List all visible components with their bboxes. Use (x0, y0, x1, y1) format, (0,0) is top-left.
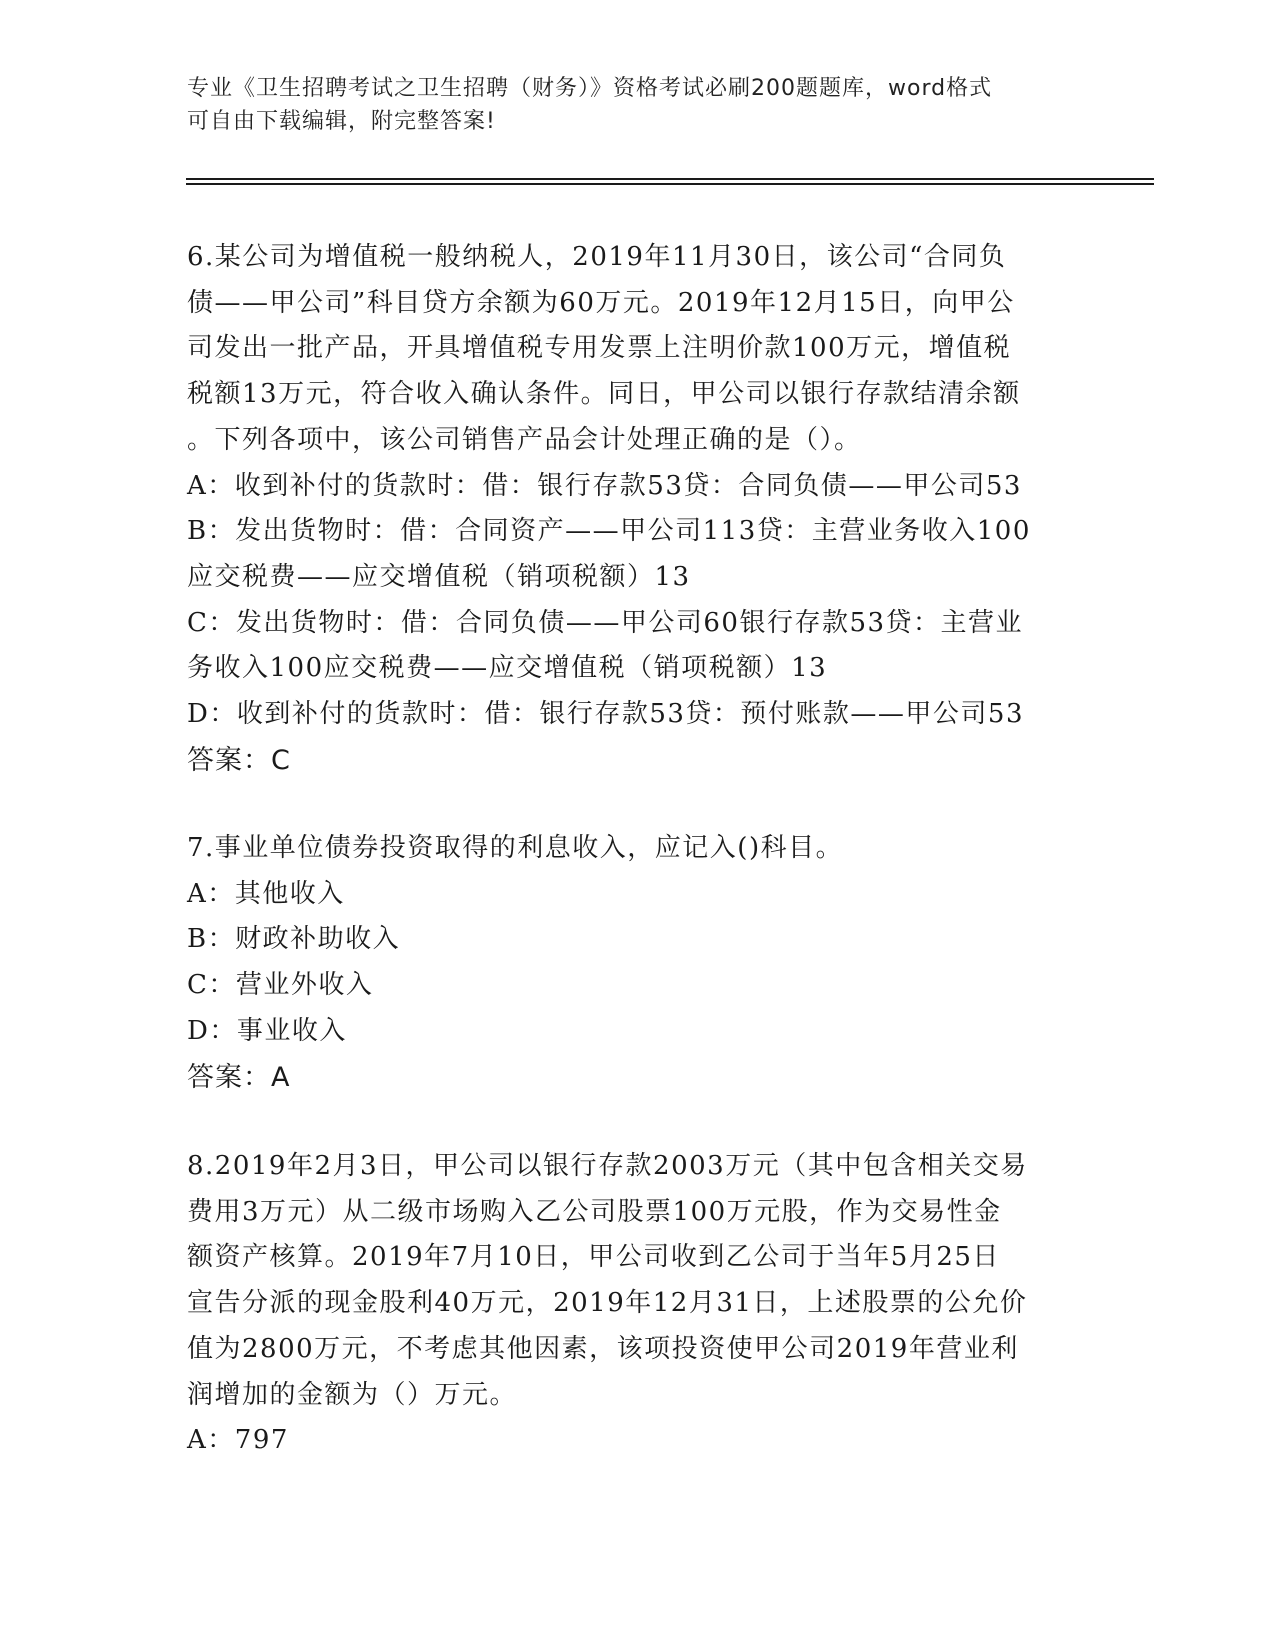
question-stem-line: 费用3万元）从二级市场购入乙公司股票100万元股，作为交易性金 (187, 1196, 1002, 1227)
header-line-2: 可自由下载编辑，附完整答案! (187, 109, 496, 134)
question-6 (187, 235, 1087, 783)
question-7 (187, 826, 1087, 1100)
option-a: A：797 (187, 1425, 289, 1456)
option-d: D：收到补付的货款时：借：银行存款53贷：预付账款——甲公司53 (187, 699, 1025, 730)
option-c-continued: 务收入100应交税费——应交增值税（销项税额）13 (187, 653, 828, 684)
question-stem-line: 司发出一批产品，开具增值税专用发票上注明价款100万元，增值税 (187, 333, 1012, 364)
question-stem-line: 税额13万元，符合收入确认条件。同日，甲公司以银行存款结清余额 (187, 379, 1021, 410)
option-b: B：财政补助收入 (187, 924, 401, 955)
header-line-1: 专业《卫生招聘考试之卫生招聘（财务）》资格考试必刷200题题库，word格式 (187, 76, 993, 101)
answer-label: 答案：C (187, 744, 291, 776)
answer-label: 答案：A (187, 1061, 291, 1093)
document-header (187, 72, 1087, 138)
option-a: A：收到补付的货款时：借：银行存款53贷：合同负债——甲公司53 (187, 470, 1022, 501)
option-a: A：其他收入 (187, 878, 345, 909)
question-stem-line: 宣告分派的现金股利40万元，2019年12月31日，上述股票的公允价 (187, 1288, 1028, 1319)
question-stem-line: 债——甲公司”科目贷方余额为60万元。2019年12月15日，向甲公 (187, 287, 1015, 318)
question-stem-line: 值为2800万元，不考虑其他因素，该项投资使甲公司2019年营业利 (187, 1333, 1019, 1364)
question-stem-line: 额资产核算。2019年7月10日，甲公司收到乙公司于当年5月25日 (187, 1242, 1000, 1273)
question-8 (187, 1144, 1087, 1464)
question-stem-line: 7.事业单位债券投资取得的利息收入，应记入()科目。 (187, 833, 844, 863)
question-stem-line: 。下列各项中，该公司销售产品会计处理正确的是（）。 (187, 424, 862, 455)
question-stem-line: 8.2019年2月3日，甲公司以银行存款2003万元（其中包含相关交易 (187, 1151, 1028, 1181)
option-b: B：发出货物时：借：合同资产——甲公司113贷：主营业务收入100 (187, 516, 1031, 547)
option-c: C：发出货物时：借：合同负债——甲公司60银行存款53贷：主营业 (187, 607, 1024, 638)
option-b-continued: 应交税费——应交增值税（销项税额）13 (187, 561, 691, 592)
option-c: C：营业外收入 (187, 970, 374, 1001)
header-divider-bottom (186, 183, 1154, 185)
header-divider-top (186, 178, 1154, 180)
question-stem-line: 6.某公司为增值税一般纳税人，2019年11月30日，该公司“合同负 (187, 242, 1007, 272)
question-stem-line: 润增加的金额为（）万元。 (187, 1379, 518, 1410)
option-d: D：事业收入 (187, 1015, 347, 1046)
